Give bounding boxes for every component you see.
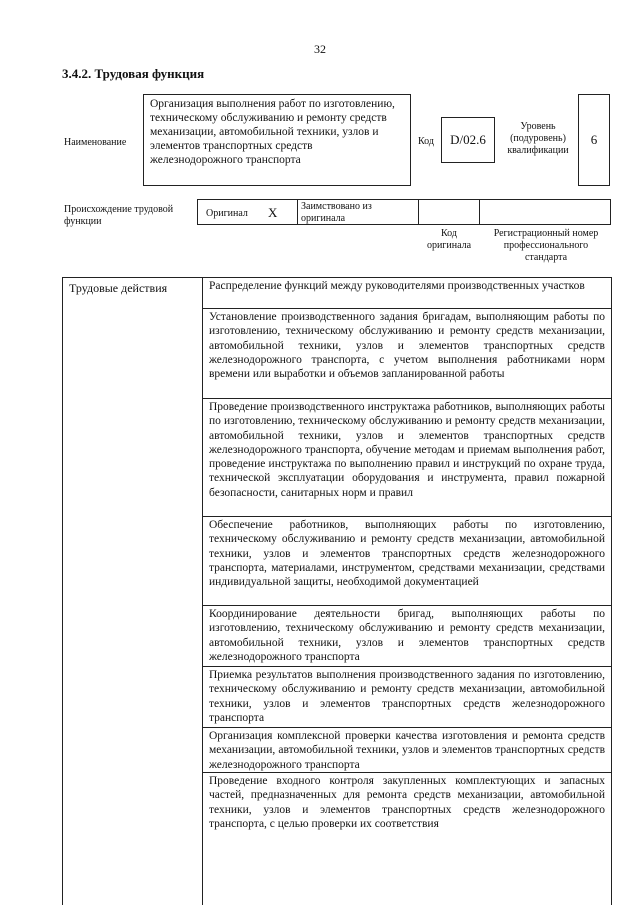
page-number: 32 xyxy=(314,42,326,56)
level-label: Уровень (подуровень) квалификации xyxy=(507,121,569,156)
original-mark: X xyxy=(268,205,278,220)
labor-action-item: Координирование деятельности бригад, выполняющих работы по изготовлению, техническому обслуживанию и ремонту средств механизации, автомобильной техники, узлов и элементов транспортных средств железнодорожного транспорта xyxy=(203,606,611,667)
labor-action-item: Организация комплексной проверки качества изготовления и ремонта средств механизации, автомобильной техники, узлов и элементов транспортных средств железнодорожного транспорта xyxy=(203,728,611,773)
reg-number-cell xyxy=(480,200,610,224)
labor-action-item: Установление производственного задания бригадам, выполняющим работы по изготовлению, техническому обслуживанию и ремонту средств механизации, автомобильной техники, узлов и элементов транспортных средств железнодорожного транспорта, с учетом выполнения работниками норм времени или выработки и объемов запланированной работы xyxy=(203,309,611,399)
section-title: 3.4.2. Трудовая функция xyxy=(62,66,205,81)
borrowed-label: Заимствовано из оригинала xyxy=(301,201,372,224)
code-value: D/02.6 xyxy=(441,117,495,163)
labor-actions-label: Трудовые действия xyxy=(63,278,203,905)
origin-label: Происхождение трудовой функции xyxy=(64,204,174,227)
code-label: Код xyxy=(418,136,434,147)
original-label: Оригинал xyxy=(206,208,248,219)
labor-actions-table xyxy=(62,277,612,905)
labor-action-item: Приемка результатов выполнения производственного задания по изготовлению, техническому обслуживанию и ремонту средств механизации, автомобильной техники, узлов и элементов транспортных средств железнодорожного транспорта xyxy=(203,667,611,728)
origin-table xyxy=(197,199,611,225)
reg-number-label: Регистрационный номер профессионального стандарта xyxy=(493,228,599,263)
name-label: Наименование xyxy=(64,137,127,148)
original-cell xyxy=(198,200,297,224)
borrowed-cell xyxy=(297,200,419,224)
code-original-cell xyxy=(419,200,480,224)
level-value: 6 xyxy=(578,94,610,186)
labor-action-item: Обеспечение работников, выполняющих работы по изготовлению, техническому обслуживанию и ремонту средств механизации, автомобильной техники, узлов и элементов транспортных средств железнодорожного транспорта, материалами, инструментом, средствами механизации, средствами индивидуальной защиты, необходимой документацией xyxy=(203,517,611,606)
labor-action-item: Проведение входного контроля закупленных комплектующих и запасных частей, предназначенных для ремонта средств механизации, автомобильной техники, узлов и элементов транспортных средств железнодорожного транспорта, с целью проверки их соответствия xyxy=(209,775,605,830)
code-original-label: Код оригинала xyxy=(426,228,472,251)
function-name: Организация выполнения работ по изготовлению, техническому обслуживанию и ремонту средств механизации, автомобильной техники, узлов и элементов транспортных средств железнодорожного транспорта xyxy=(143,94,411,186)
labor-action-item: Проведение производственного инструктажа работников, выполняющих работы по изготовлению, техническому обслуживанию и ремонту средств механизации, автомобильной техники, узлов и элементов транспортных средств железнодорожного транспорта, обучение методам и приемам выполнения работ, проведение инструктажа по выполнению правил и инструкций по охране труда, технической эксплуатации оборудования и инструмента, правил пожарной безопасности, санитарных норм и правил xyxy=(203,399,611,517)
labor-action-item: Распределение функций между руководителями производственных участков xyxy=(203,278,611,309)
